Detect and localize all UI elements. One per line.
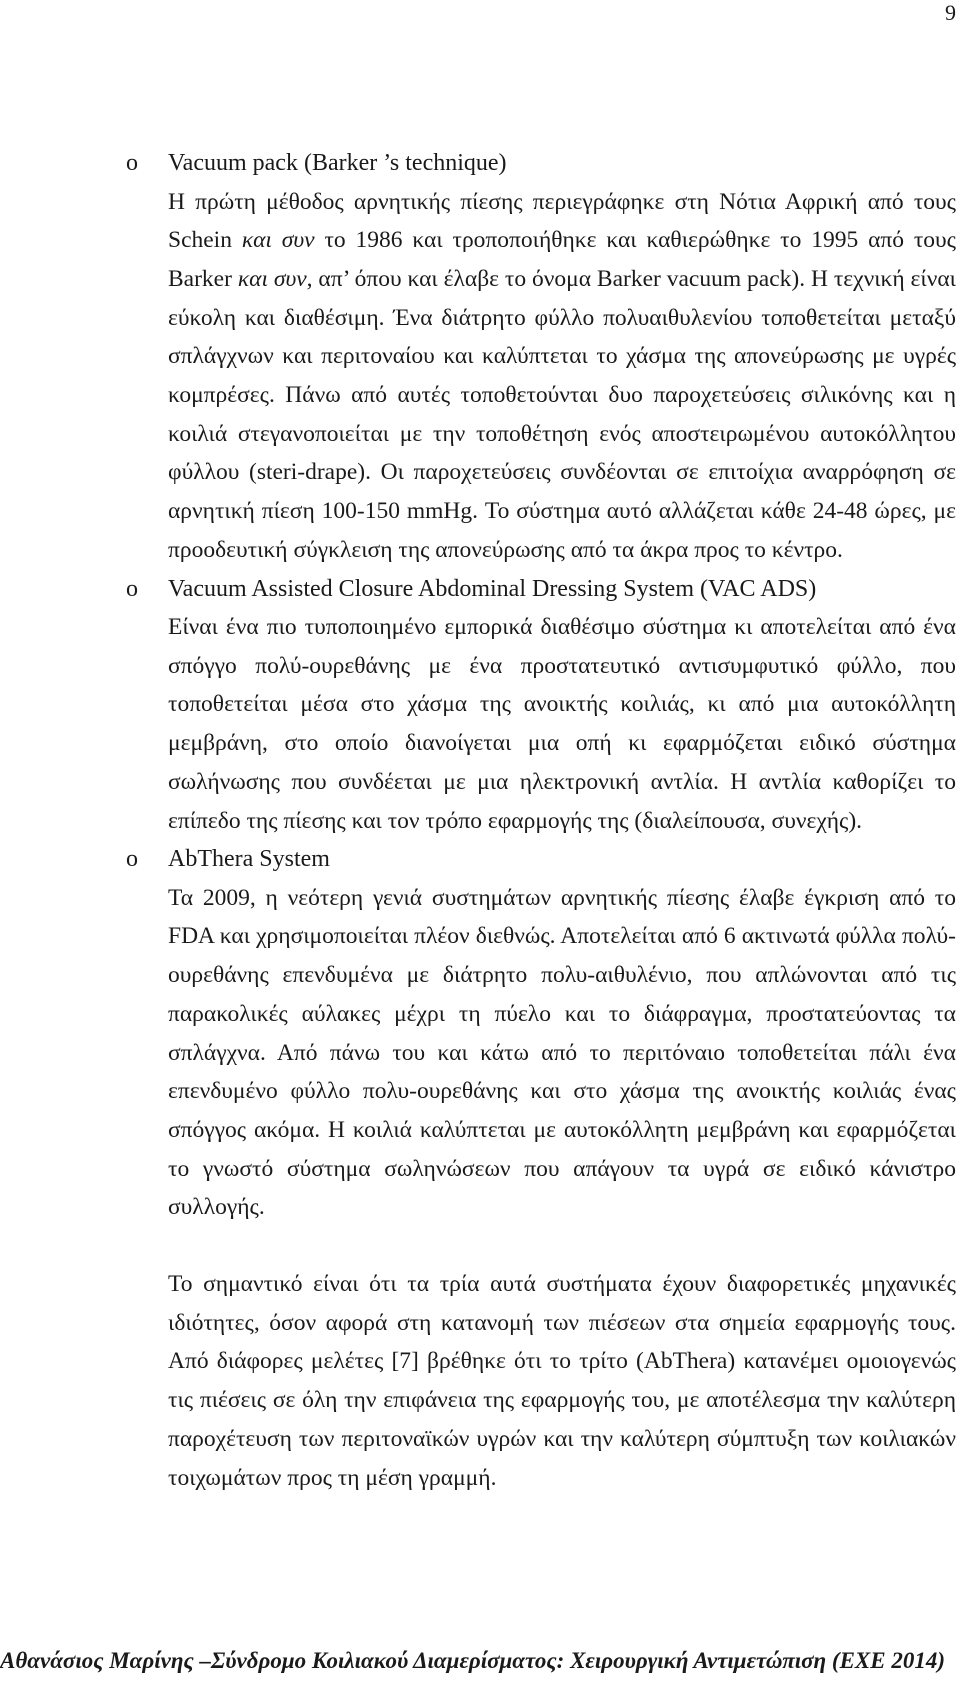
list-item-vac-ads bbox=[126, 570, 956, 841]
italic-run: και συν bbox=[237, 265, 307, 292]
item-paragraph bbox=[168, 608, 956, 840]
bullet-icon: o bbox=[126, 150, 138, 176]
bullet-icon: o bbox=[126, 846, 138, 873]
item-paragraph bbox=[168, 879, 956, 1227]
item-title: Vacuum Assisted Closure Abdominal Dressing System (VAC ADS) bbox=[168, 575, 817, 602]
text-run: Είναι ένα πιο τυποποιημένο εμπορικά διαθέσιμο σύστημα κι αποτελείται από ένα σπόγγο πολύ-ουρεθάνης με ένα προστατευτικό αντισυμφυτικό φύλλο, που τοποθετείται μέσα στο χάσμα της ανοικτής κοιλιάς, κι από μια αυτοκόλλητη μεμβράνη, στο οποίο διανοίγεται μια οπή κι εφαρμόζεται ειδικό σύστημα σωλήνωσης που συνδέεται με μια ηλεκτρονική αντλία. Η αντλία καθορίζει το επίπεδο της πίεσης και τον τρόπο εφαρμογής της (διαλείπουσα, συνεχής). bbox=[168, 614, 956, 834]
list-item-abthera bbox=[126, 840, 956, 1227]
item-title: Vacuum pack (Barker ’s technique) bbox=[168, 150, 507, 176]
page-number: 9 bbox=[945, 0, 956, 25]
italic-run: και συν bbox=[241, 227, 315, 254]
page-footer: Αθανάσιος Μαρίνης –Σύνδρομο Κοιλιακού Διαμερίσματος: Χειρουργική Αντιμετώπιση (ΕΧΕ 2014) bbox=[0, 1648, 946, 1673]
document-body bbox=[126, 144, 956, 1497]
item-title: AbThera System bbox=[168, 846, 330, 873]
list-item-barker bbox=[126, 144, 956, 570]
text-run: Η πρώτη μέθοδος αρνητικής πίεσης περιεγράφηκε στη Νότια Αφρική από τους Schein bbox=[168, 188, 956, 254]
closing-paragraph: Το σημαντικό είναι ότι τα τρία αυτά συστήματα έχουν διαφορετικές μηχανικές ιδιότητες, όσον αφορά στη κατανομή των πιέσεων στα σημεία εφαρμογής τους. Από διάφορες μελέτες [7] βρέθηκε ότι το τρίτο (AbThera) κατανέμει ομοιογενώς τις πιέσεις σε όλη την επιφάνεια της εφαρμογής του, με αποτέλεσμα την καλύτερη παροχέτευση των περιτοναϊκών υγρών και την καλύτερη σύμπτυξη των κοιλιακών τοιχωμάτων προς τη μέση γραμμή. bbox=[168, 1271, 956, 1491]
bullet-icon: o bbox=[126, 575, 138, 602]
text-run: το 1986 και τροποποιήθηκε και καθιερώθηκε το 1995 από τους Barker bbox=[168, 227, 956, 292]
item-paragraph bbox=[168, 183, 956, 570]
text-run: Τα 2009, η νεότερη γενιά συστημάτων αρνητικής πίεσης έλαβε έγκριση από το FDA και χρησιμοποιείται πλέον διεθνώς. Αποτελείται από 6 ακτινωτά φύλλα πολύ-ουρεθάνης επενδυμένα με διάτρητο πολυ-αιθυλένιο, που απλώνονται από τις παρακολικές αύλακες μέχρι τη πύελο και το διάφραγμα, προστατεύοντας τα σπλάγχνα. Από πάνω του και κάτω από το περιτόναιο τοποθετείται πάλι ένα επενδυμένο φύλλο πολυ-ουρεθάνης και στο χάσμα της ανοικτής κοιλιάς ένας σπόγγος ακόμα. Η κοιλιά καλύπτεται με αυτοκόλλητη μεμβράνη και εφαρμόζεται το γνωστό σύστημα σωληνώσεων που απάγουν τα υγρά σε ειδικό κάνιστρο συλλογής. bbox=[168, 884, 956, 1221]
text-run: , απ’ όπου και έλαβε το όνομα Barker vacuum pack). Η τεχνική είναι εύκολη και διαθέσιμη. Ένα διάτρητο φύλλο πολυαιθυλενίου τοποθετείται μεταξύ σπλάγχνων και περιτοναίου και καλύπτεται το χάσμα της απονεύρωσης με υγρές κομπρέσες. Πάνω από αυτές τοποθετούνται δυο παροχετεύσεις σιλικόνης και η κοιλιά στεγανοποιείται με την τοποθέτηση ενός αποστειρωμένου αυτοκόλλητου φύλλου (steri-drape). Οι παροχετεύσεις συνδέονται σε επιτοίχια αναρρόφηση σε αρνητική πίεση 100-150 mmHg. Το σύστημα αυτό αλλάζεται κάθε 24-48 ώρες, με προοδευτική σύγκλειση της απονεύρωσης από τα άκρα προς το κέντρο. bbox=[168, 265, 956, 563]
